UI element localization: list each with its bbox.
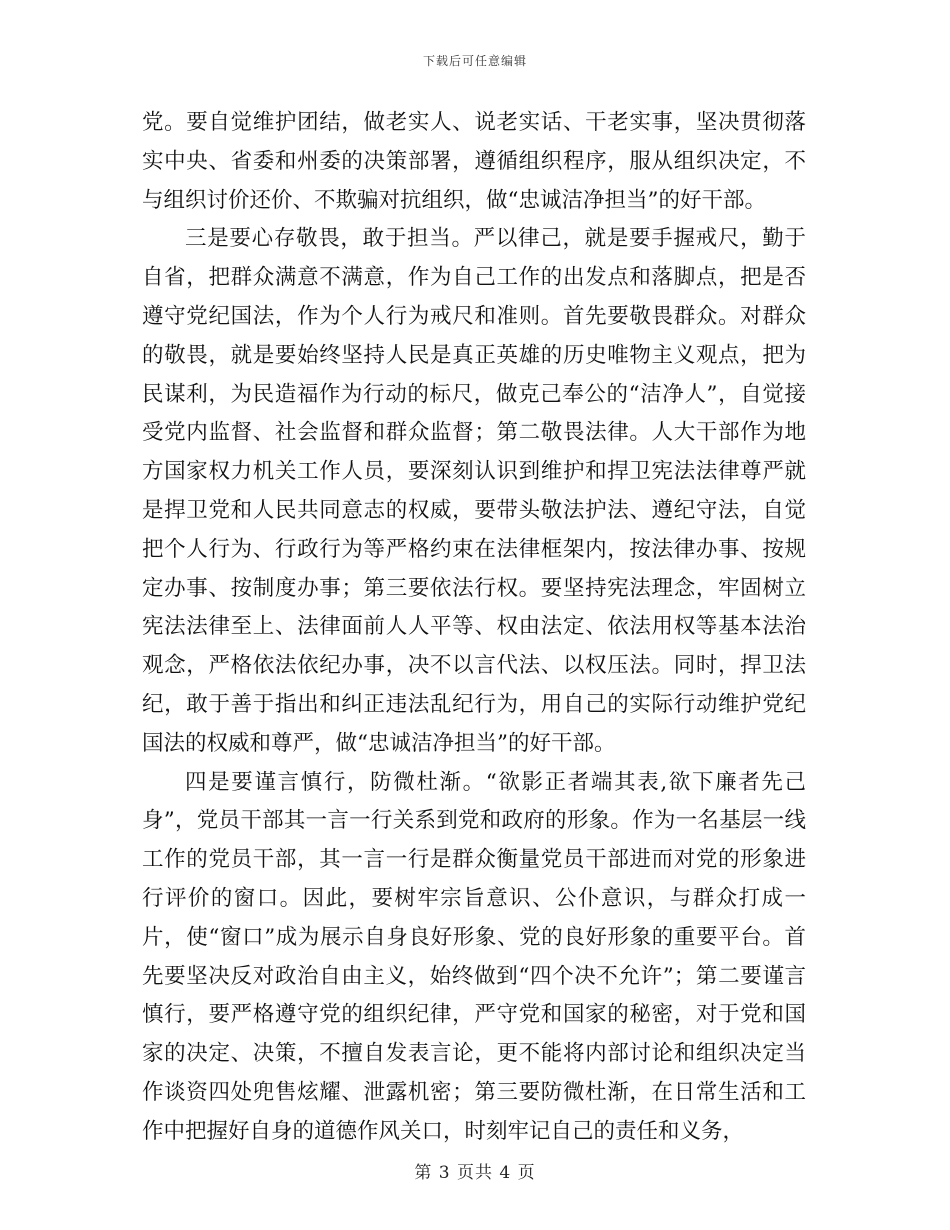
paragraph-four: 四是要谨言慎行，防微杜渐。“欲影正者端其表,欲下廉者先己身”，党员干部其一言一行关系到党和政府的形象。作为一名基层一线工作的党员干部，其一言一行是群众衡量党员干部进而对党的形象进行评价的窗口。因此，要树牢宗旨意识、公仆意识，与群众打成一片，使“窗口”成为展示自身良好形象、党的良好形象的重要平台。首先要坚决反对政治自由主义，始终做到“四个决不允许”；第二要谨言慎行，要严格遵守党的组织纪律，严守党和国家的秘密，对于党和国家的决定、决策，不擅自发表言论，更不能将内部讨论和组织决定当作谈资四处兜售炫耀、泄露机密；第三要防微杜渐，在日常生活和工作中把握好自身的道德作风关口，时刻牢记自己的责任和义务， <box>142 769 806 1144</box>
page-number-footer: 第 3 页共 4 页 <box>414 1163 536 1183</box>
document-body <box>142 104 806 1152</box>
page-header: 下载后可任意编辑 <box>422 54 527 68</box>
paragraph-three: 三是要心存敬畏，敢于担当。严以律己，就是要手握戒尺，勤于自省，把群众满意不满意，作为自己工作的出发点和落脚点，把是否遵守党纪国法，作为个人行为戒尺和准则。首先要敬畏群众。对群众的敬畏，就是要始终坚持人民是真正英雄的历史唯物主义观点，把为民谋利，为民造福作为行动的标尺，做克己奉公的“洁净人”，自觉接受党内监督、社会监督和群众监督；第二敬畏法律。人大干部作为地方国家权力机关工作人员，要深刻认识到维护和捍卫宪法法律尊严就是捍卫党和人民共同意志的权威，要带头敬法护法、遵纪守法，自觉把个人行为、行政行为等严格约束在法律框架内，按法律办事、按规定办事、按制度办事；第三要依法行权。要坚持宪法理念，牢固树立宪法法律至上、法律面前人人平等、权由法定、依法用权等基本法治观念，严格依法依纪办事，决不以言代法、以权压法。同时，捍卫法纪，敢于善于指出和纠正违法乱纪行为，用自己的实际行动维护党纪国法的权威和尊严，做“忠诚洁净担当”的好干部。 <box>142 226 806 756</box>
paragraph-continuation: 党。要自觉维护团结，做老实人、说老实话、干老实事，坚决贯彻落实中央、省委和州委的决策部署，遵循组织程序，服从组织决定，不与组织讨价还价、不欺骗对抗组织，做“忠诚洁净担当”的好干部。 <box>142 110 806 213</box>
